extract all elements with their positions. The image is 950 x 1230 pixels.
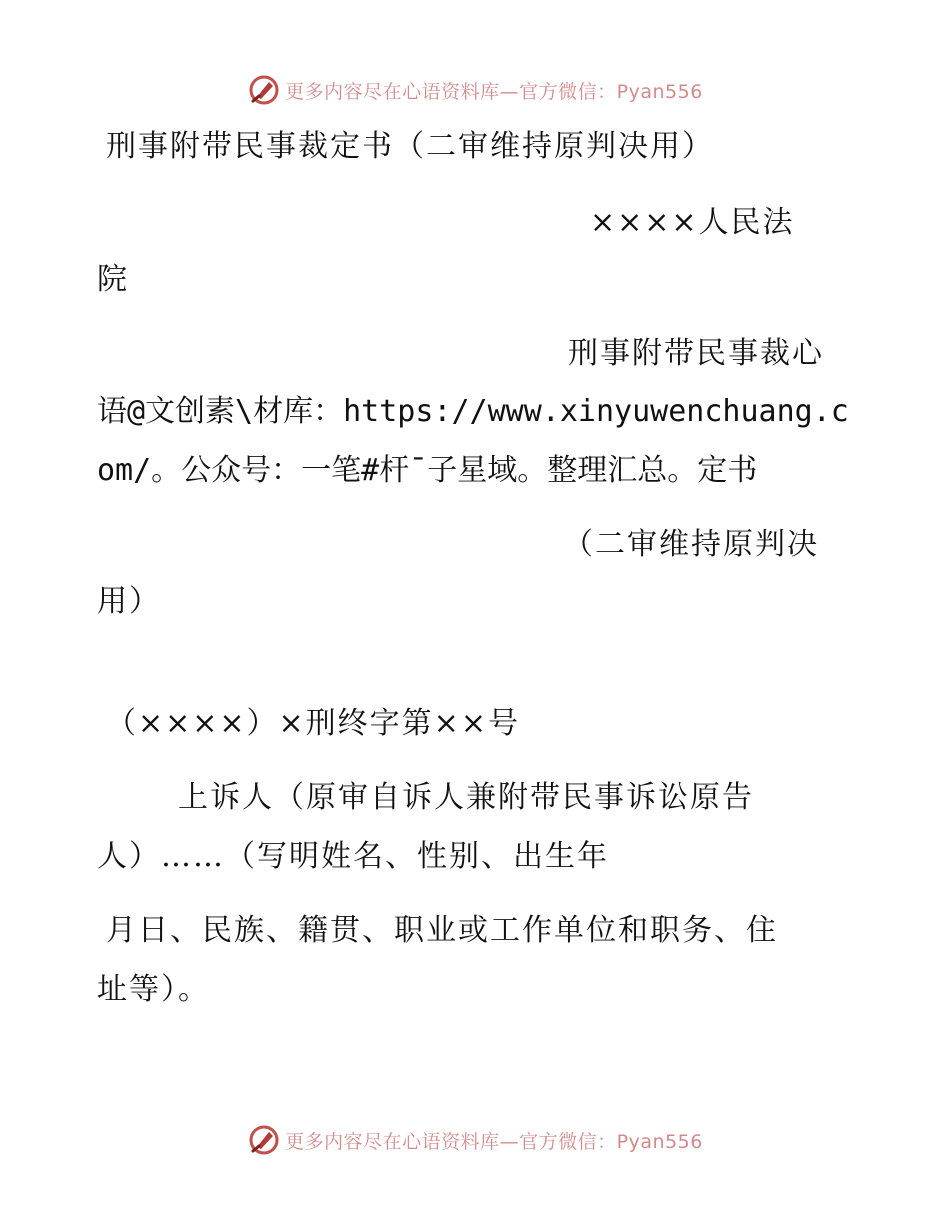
- footer-watermark: [0, 1120, 950, 1160]
- pen-nib-logo-icon: [247, 73, 281, 107]
- paragraph-line-2: 人）……（写明姓名、性别、出生年: [97, 839, 609, 874]
- doc-type-line-1: 刑事附带民事裁心: [568, 336, 824, 371]
- document-title: 刑事附带民事裁定书（二审维持原判决用）: [106, 129, 714, 164]
- pen-nib-logo-icon: [247, 1123, 281, 1157]
- doc-type-line-4: （二审维持原判决: [563, 527, 819, 562]
- header-watermark: [0, 70, 950, 110]
- paragraph-line-1: 上诉人（原审自诉人兼附带民事诉讼原告: [178, 780, 754, 815]
- paragraph-line-3: 月日、民族、籍贯、职业或工作单位和职务、住: [106, 913, 778, 948]
- case-number: （××××）×刑终字第××号: [106, 706, 520, 741]
- doc-type-line-5: 用）: [97, 584, 161, 619]
- doc-type-line-3: om/。公众号：一笔#杆¯子星域。整理汇总。定书: [97, 453, 758, 488]
- header-watermark-text: 更多内容尽在心语资料库—官方微信：Pyan556: [285, 80, 703, 103]
- court-name-line-1: ××××人民法: [590, 205, 795, 240]
- paragraph-line-4: 址等）。: [97, 972, 210, 1007]
- court-name-line-2: 院: [97, 262, 129, 297]
- doc-type-line-2: 语@文创素\材库：https://www.xinyuwenchuang.c: [97, 394, 849, 429]
- footer-watermark-text: 更多内容尽在心语资料库—官方微信：Pyan556: [285, 1130, 703, 1153]
